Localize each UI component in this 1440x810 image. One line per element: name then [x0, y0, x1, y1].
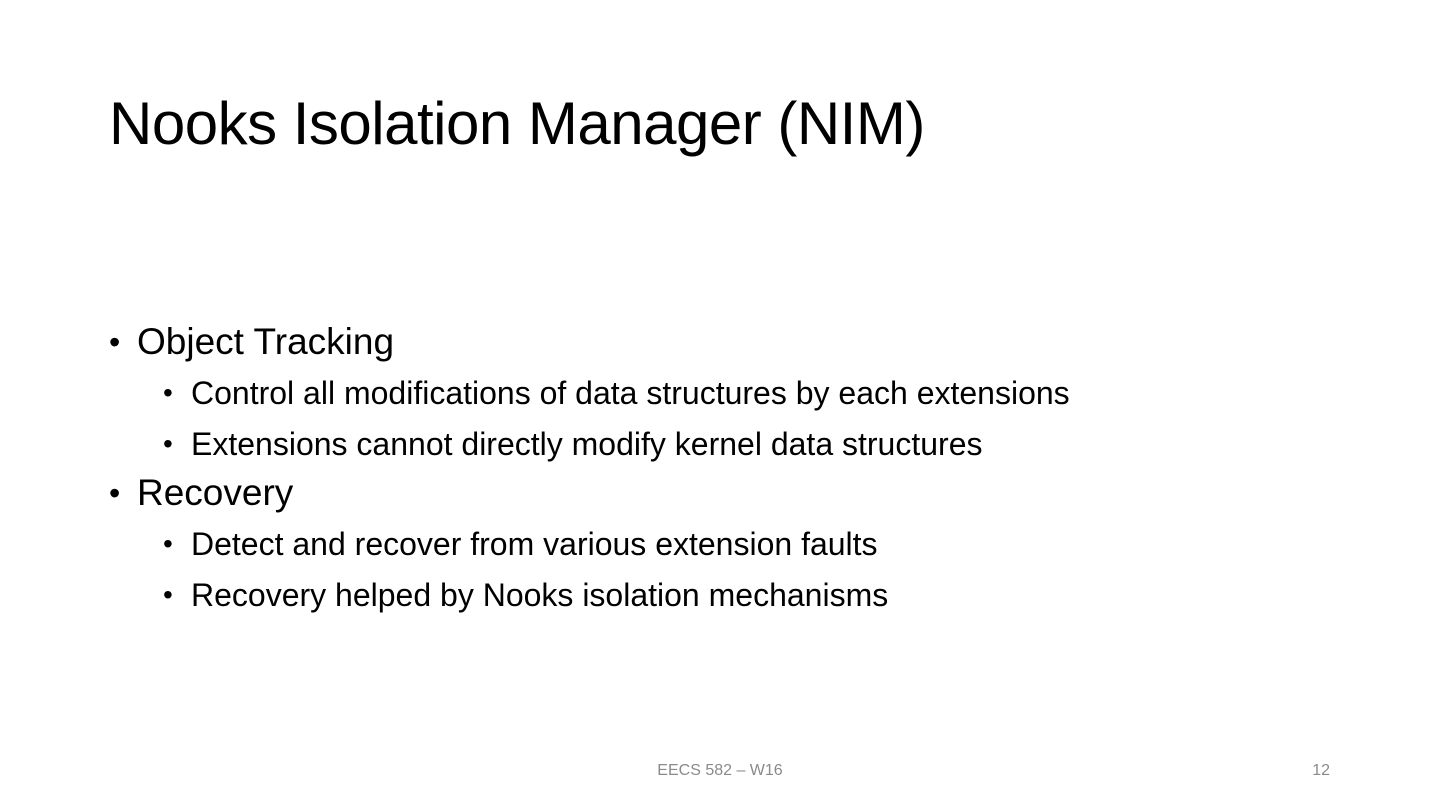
sub-bullet-icon: • — [163, 428, 173, 459]
bullet-text: Recovery — [137, 472, 294, 513]
bullet-icon: • — [109, 324, 121, 360]
sub-bullet-icon: • — [163, 579, 173, 610]
sub-bullet-icon: • — [163, 377, 173, 408]
slide-footer: EECS 582 – W16 — [657, 762, 783, 779]
slide-title: Nooks Isolation Manager (NIM) — [109, 90, 925, 157]
sub-bullet-icon: • — [163, 528, 173, 559]
sub-bullet-item — [109, 372, 1309, 414]
sub-bullet-text: Recovery helped by Nooks isolation mechanisms — [191, 577, 889, 613]
bullet-list — [109, 318, 1309, 616]
bullet-item-recovery — [109, 469, 1309, 517]
sub-bullet-text: Detect and recover from various extension faults — [191, 526, 878, 562]
bullet-text: Object Tracking — [137, 321, 395, 362]
bullet-icon: • — [109, 475, 121, 511]
slide-number: 12 — [1312, 762, 1330, 779]
sub-bullet-item — [109, 523, 1309, 565]
sub-bullet-text: Extensions cannot directly modify kernel data structures — [191, 426, 983, 462]
sub-bullet-item — [109, 423, 1309, 465]
sub-bullet-item — [109, 574, 1309, 616]
sub-bullet-text: Control all modifications of data structures by each extensions — [191, 375, 1070, 411]
bullet-item-object-tracking — [109, 318, 1309, 366]
